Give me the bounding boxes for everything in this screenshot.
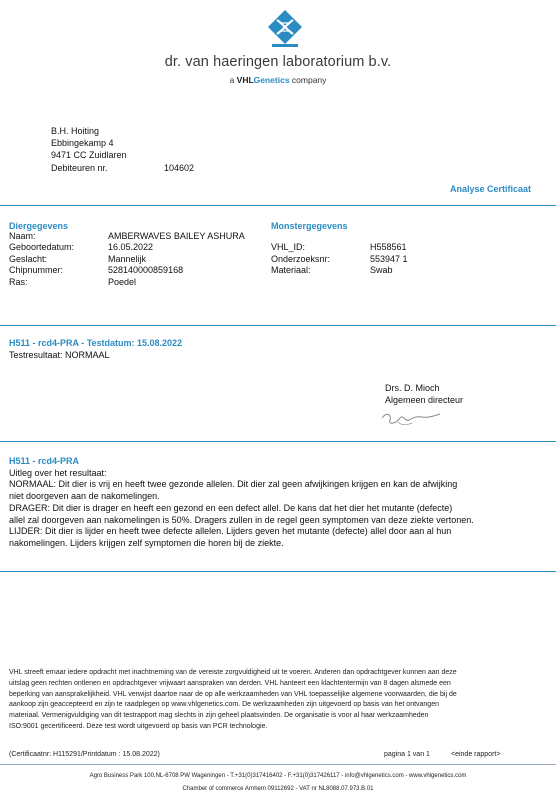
sample-data-heading: Monstergegevens (271, 221, 348, 231)
row-label: Materiaal: (271, 265, 311, 276)
explanation-line: NORMAAL: Dit dier is vrij en heeft twee gezonde allelen. Dit dier zal geen afwijkingen krijgen en kan de afwijking (9, 479, 458, 490)
row-value: AMBERWAVES BAILEY ASHURA (108, 231, 245, 241)
sample-row-spacer (271, 231, 541, 242)
explanation-heading: H511 - rcd4-PRA (9, 456, 80, 466)
row-label: VHL_ID: (271, 242, 306, 253)
test-result: Testresultaat: NORMAAL (9, 350, 110, 360)
subtitle-prefix: a (229, 75, 237, 85)
lab-name: dr. van haeringen laboratorium b.v. (164, 54, 392, 70)
disclaimer-line: materiaal. Vermenigvuldiging van dit testrapport mag slechts in zijn geheel plaatsvinden. De organisatie is voor al haar werkzaamheden (9, 712, 429, 720)
explanation-line: DRAGER: Dit dier is drager en heeft een gezond en een defect allel. De kans dat het dier het mutante (defecte) (9, 502, 453, 513)
row-label: Geslacht: (9, 253, 48, 264)
sample-row (271, 265, 541, 276)
test-heading: H511 - rcd4-PRA - Testdatum: 15.08.2022 (9, 338, 183, 348)
animal-row (9, 265, 269, 276)
divider (0, 764, 556, 765)
debtor-label: Debiteuren nr. (51, 162, 108, 173)
divider (0, 441, 556, 442)
disclaimer-line: ISO:9001 gecertificeerd. Deze test wordt uitgevoerd op basis van PCR technologie. (9, 722, 268, 730)
explanation-line: Uitleg over het resultaat: (9, 467, 107, 478)
explanation-line: nakomelingen. Lijders krijgen zelf symptomen die horen bij de ziekte. (9, 537, 284, 548)
divider (0, 325, 556, 326)
row-label: Naam: (9, 231, 36, 241)
footer-contact: Agro Business Park 100,NL-6708 PW Wageningen - T.+31(0)317416402 - F.+31(0)317426117 - info@vhlgenetics.com - www.vhlgenetics.com (89, 773, 467, 779)
row-value: H558561 (370, 242, 407, 253)
debtor-row (51, 162, 195, 174)
signatory-title: Algemeen directeur (385, 394, 464, 405)
row-value: Mannelijk (108, 253, 147, 264)
row-value: 553947 1 (370, 253, 408, 264)
disclaimer-line: beperking van aansprakelijkheid. VHL verwijst daartoe naar de op alle werkzaamheden van VHL toepasselijke algemene voorwaarden, die bij de (9, 690, 457, 698)
row-label: Ras: (9, 276, 28, 287)
address-name: B.H. Hoiting (51, 126, 100, 136)
divider (0, 571, 556, 572)
explanation-line: LIJDER: Dit dier is lijder en heeft twee defecte allelen. Lijders geven het mutante (defecte) allel door aan al hun (9, 526, 452, 537)
address-city: 9471 CC Zuidlaren (51, 150, 127, 161)
explanation-line: niet doorgeven aan de nakomelingen. (9, 491, 160, 502)
disclaimer (9, 668, 529, 733)
sample-data-section (271, 221, 541, 277)
sample-row (271, 242, 541, 253)
divider (0, 205, 556, 206)
footer-registration: Chamber of commerce Arnhem 09112692 - VAT nr NL8088.07.973.B.01 (182, 786, 374, 792)
signatory-name: Drs. D. Mioch (385, 383, 440, 393)
address-block (51, 125, 195, 174)
lab-subtitle (0, 75, 556, 85)
vhl-logo-icon (266, 8, 304, 50)
explanation-section (9, 456, 549, 550)
sample-row (271, 254, 541, 265)
subtitle-suffix: company (289, 75, 327, 85)
animal-row (9, 242, 269, 253)
animal-data-heading: Diergegevens (9, 221, 69, 231)
disclaimer-line: VHL streeft ernaar iedere opdracht met inachtneming van de vereiste zorgvuldigheid uit te voeren. Anderen dan opdrachtgever kunnen aan deze (9, 669, 457, 676)
subtitle-vhl: VHL (236, 75, 254, 85)
debtor-number: 104602 (164, 162, 195, 173)
subtitle-genetics: Genetics (253, 75, 290, 85)
animal-data-section (9, 221, 269, 288)
row-value: Swab (370, 265, 393, 276)
row-label: Onderzoeksnr: (271, 253, 331, 264)
row-value: 528140000859168 (108, 265, 184, 276)
disclaimer-line: uitslag geen rechten ontlenen en opdrachtgever vrijwaart aanspraken van derden. VHL hanteert een klachtentermijn van 8 dagen alsmede een (9, 679, 451, 687)
certificate-number: (Certificaatnr: H115291/Printdatum : 15.08.2022) (9, 751, 160, 758)
end-of-report: <einde rapport> (451, 751, 501, 758)
row-value: 16.05.2022 (108, 242, 154, 253)
animal-row (9, 254, 269, 265)
signatory-block (385, 383, 463, 406)
row-label: Geboortedatum: (9, 242, 75, 253)
disclaimer-line: aankoop zijn geaccepteerd en zijn te raadplegen op www.vhlgenetics.com. De werkzaamheden zijn uitgevoerd op basis van het ontvangen (9, 701, 439, 709)
animal-row (9, 277, 269, 288)
explanation-line: allel zal doorgeven aan nakomelingen is 50%. Dragers zullen in de regel geen symptomen van deze ziekte vertonen. (9, 514, 474, 525)
page-number: pagina 1 van 1 (384, 751, 430, 758)
signature-icon (378, 408, 448, 428)
address-street: Ebbingekamp 4 (51, 138, 114, 149)
animal-row (9, 231, 269, 242)
row-value: Poedel (108, 276, 137, 287)
certificate-title: Analyse Certificaat (449, 184, 531, 194)
row-label: Chipnummer: (9, 265, 64, 276)
